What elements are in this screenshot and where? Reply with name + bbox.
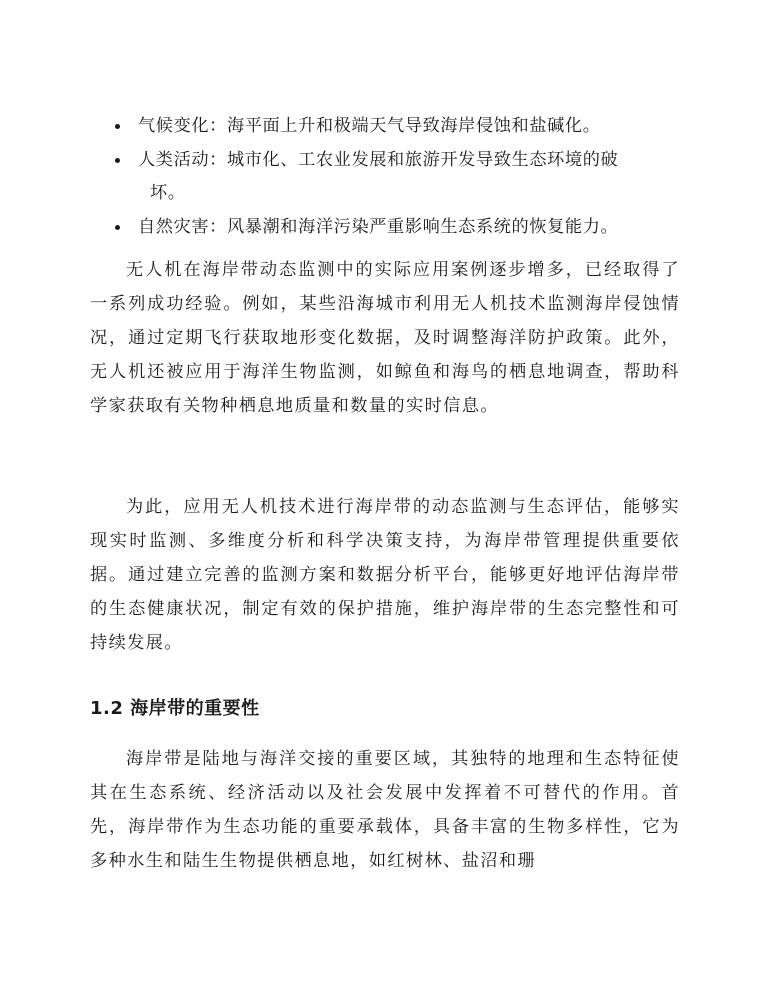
bullet-dot-icon xyxy=(115,158,120,163)
bullet-text: 气候变化：海平面上升和极端天气导致海岸侵蚀和盐碱化。 xyxy=(138,116,601,136)
bullet-text-continuation: 坏。 xyxy=(150,183,186,203)
section-number: 1.2 xyxy=(90,698,124,719)
bullet-list xyxy=(0,110,765,244)
section-title: 海岸带的重要性 xyxy=(130,698,260,719)
paragraph-coastal-importance: 海岸带是陆地与海洋交接的重要区域，其独特的地理和生态特征使其在生态系统、经济活动以及社会发展中发挥着不可替代的作用。首先，海岸带作为生态功能的重要承载体，具备丰富的生物多样性，它为多种水生和陆生生物提供栖息地，如红树林、盐沼和珊 xyxy=(90,749,680,871)
bullet-text: 人类活动：城市化、工农业发展和旅游开发导致生态环境的破 xyxy=(138,150,619,170)
bullet-dot-icon xyxy=(115,124,120,129)
section-heading xyxy=(90,697,260,721)
bullet-item-human xyxy=(0,144,683,210)
bullet-dot-icon xyxy=(115,225,120,230)
paragraph-conclusion: 为此，应用无人机技术进行海岸带的动态监测与生态评估，能够实现实时监测、多维度分析和科学决策支持，为海岸带管理提供重要依据。通过建立完善的监测方案和数据分析平台，能够更好地评估海岸带的生态健康状况，制定有效的保护措施，维护海岸带的生态完整性和可持续发展。 xyxy=(90,497,680,653)
paragraph-uav-cases: 无人机在海岸带动态监测中的实际应用案例逐步增多，已经取得了一系列成功经验。例如，某些沿海城市利用无人机技术监测海岸侵蚀情况，通过定期飞行获取地形变化数据，及时调整海洋防护政策。此外，无人机还被应用于海洋生物监测，如鲸鱼和海鸟的栖息地调查，帮助科学家获取有关物种栖息地质量和数量的实时信息。 xyxy=(90,260,680,416)
bullet-text: 自然灾害：风暴潮和海洋污染严重影响生态系统的恢复能力。 xyxy=(138,217,619,237)
bullet-item-disaster xyxy=(0,211,683,244)
bullet-item-climate xyxy=(0,110,683,143)
